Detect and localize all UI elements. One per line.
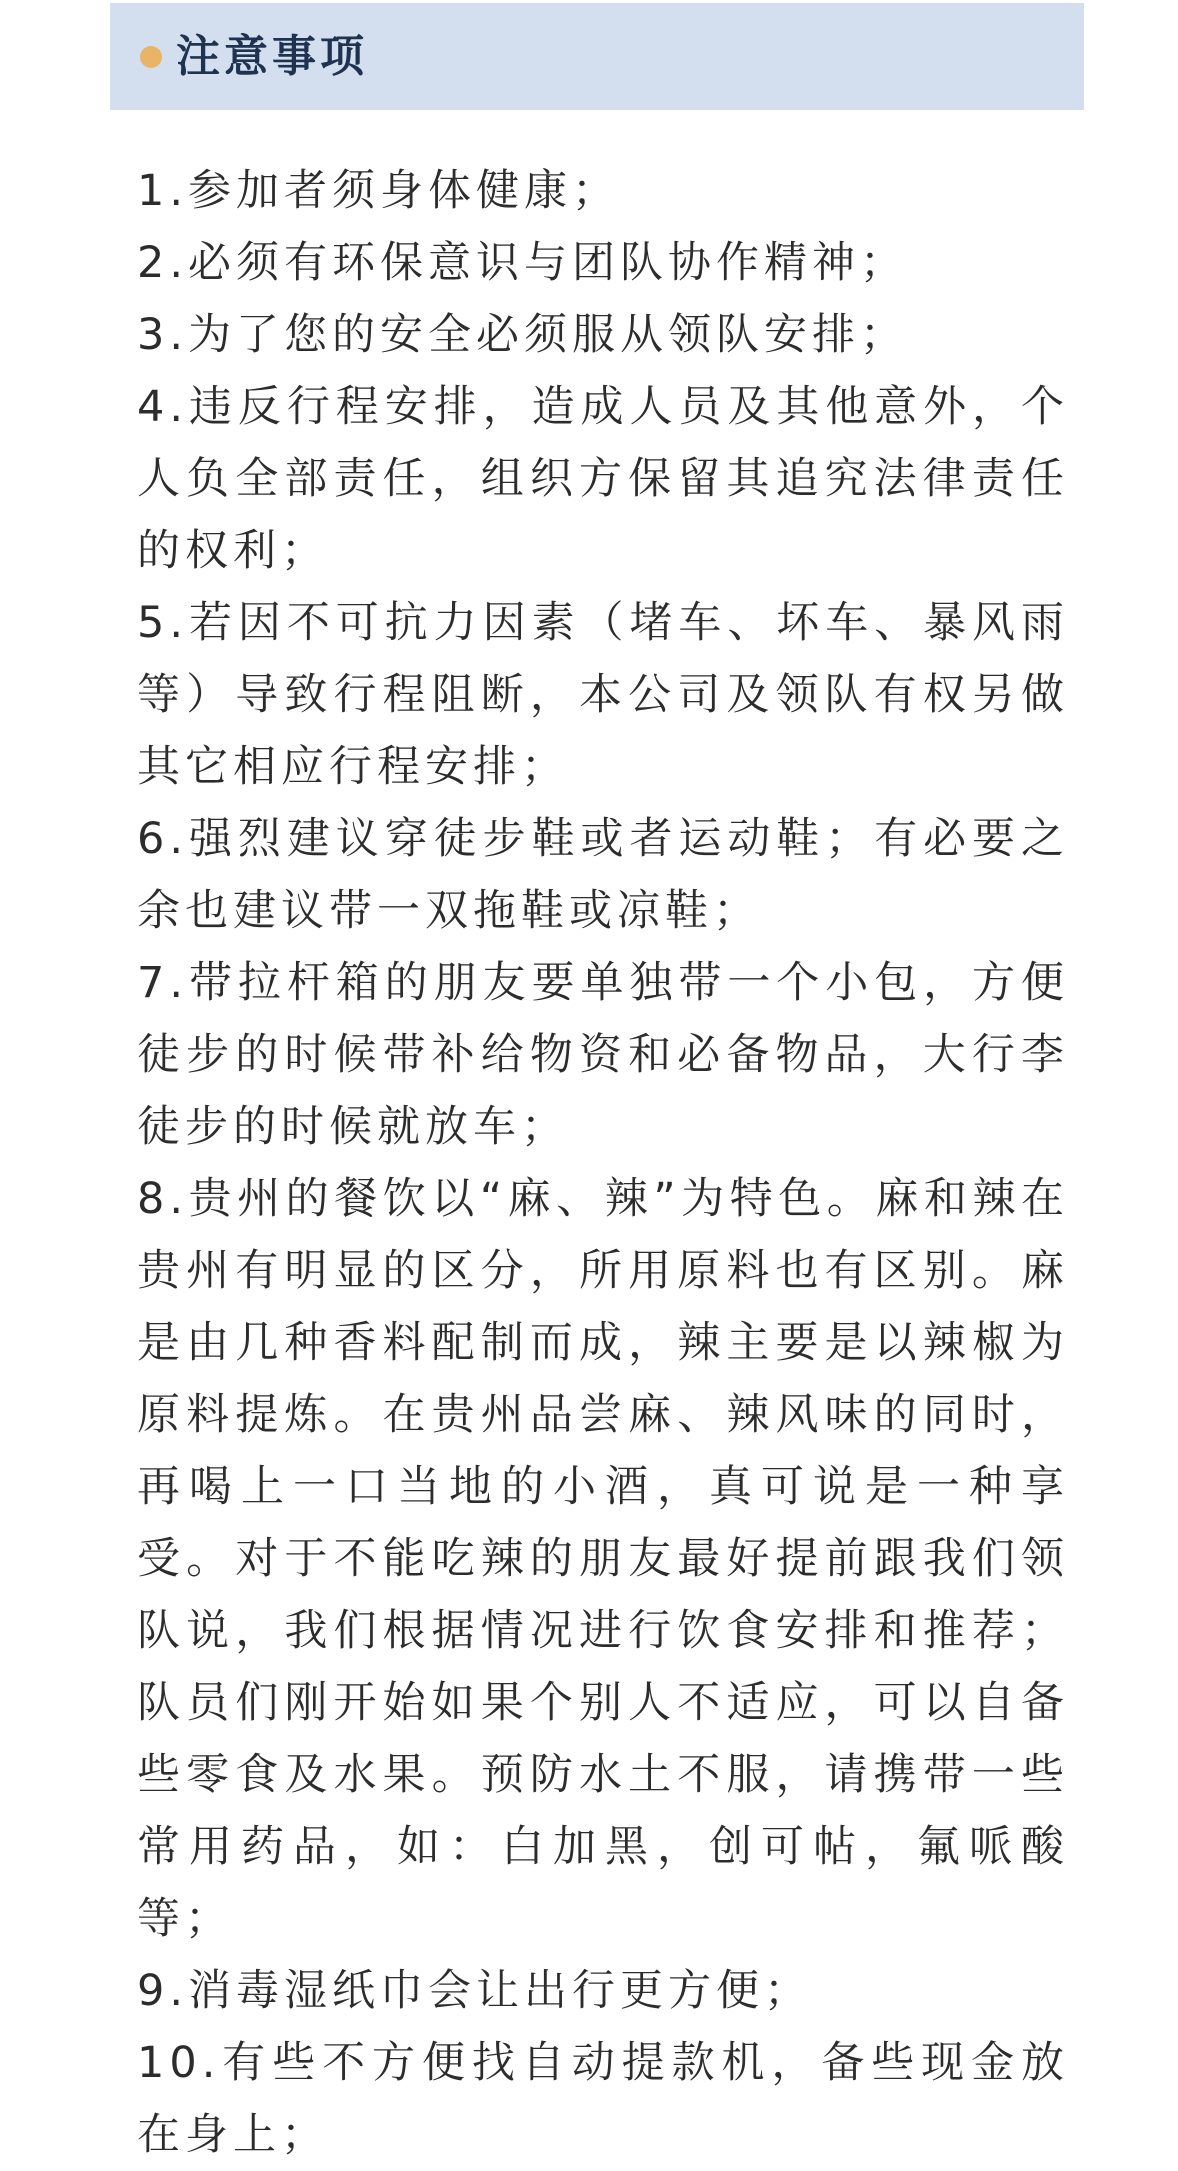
notice-item-10: 10.有些不方便找自动提款机，备些现金放在身上；: [137, 2038, 1069, 2160]
notice-list: [137, 155, 1069, 2171]
notice-item-3: 3.为了您的安全必须服从领队安排；: [137, 310, 909, 360]
section-header: [110, 3, 1084, 110]
notice-item-7: 7.带拉杆箱的朋友要单独带一个小包，方便徒步的时候带补给物资和必备物品，大行李徒步的时候就放车；: [137, 958, 1069, 1152]
notice-item-8: 8.贵州的餐饮以“麻、辣”为特色。麻和辣在贵州有明显的区分，所用原料也有区别。麻是由几种香料配制而成，辣主要是以辣椒为原料提炼。在贵州品尝麻、辣风味的同时，再喝上一口当地的小酒，真可说是一种享受。对于不能吃辣的朋友最好提前跟我们领队说，我们根据情况进行饮食安排和推荐；队员们刚开始如果个别人不适应，可以自备些零食及水果。预防水土不服，请携带一些常用药品，如：白加黑，创可帖，氟哌酸等；: [137, 1174, 1069, 1944]
bullet-dot-icon: [140, 46, 162, 68]
notice-item-9: 9.消毒湿纸巾会让出行更方便；: [137, 1966, 813, 2016]
notice-item-5: 5.若因不可抗力因素（堵车、坏车、暴风雨等）导致行程阻断，本公司及领队有权另做其它相应行程安排；: [137, 598, 1069, 792]
section-title: 注意事项: [176, 30, 368, 82]
notice-item-1: 1.参加者须身体健康；: [137, 166, 621, 216]
notice-item-2: 2.必须有环保意识与团队协作精神；: [137, 238, 909, 288]
notice-item-4: 4.违反行程安排，造成人员及其他意外，个人负全部责任，组织方保留其追究法律责任的权利；: [137, 382, 1069, 576]
notice-item-6: 6.强烈建议穿徒步鞋或者运动鞋；有必要之余也建议带一双拖鞋或凉鞋；: [137, 814, 1069, 936]
